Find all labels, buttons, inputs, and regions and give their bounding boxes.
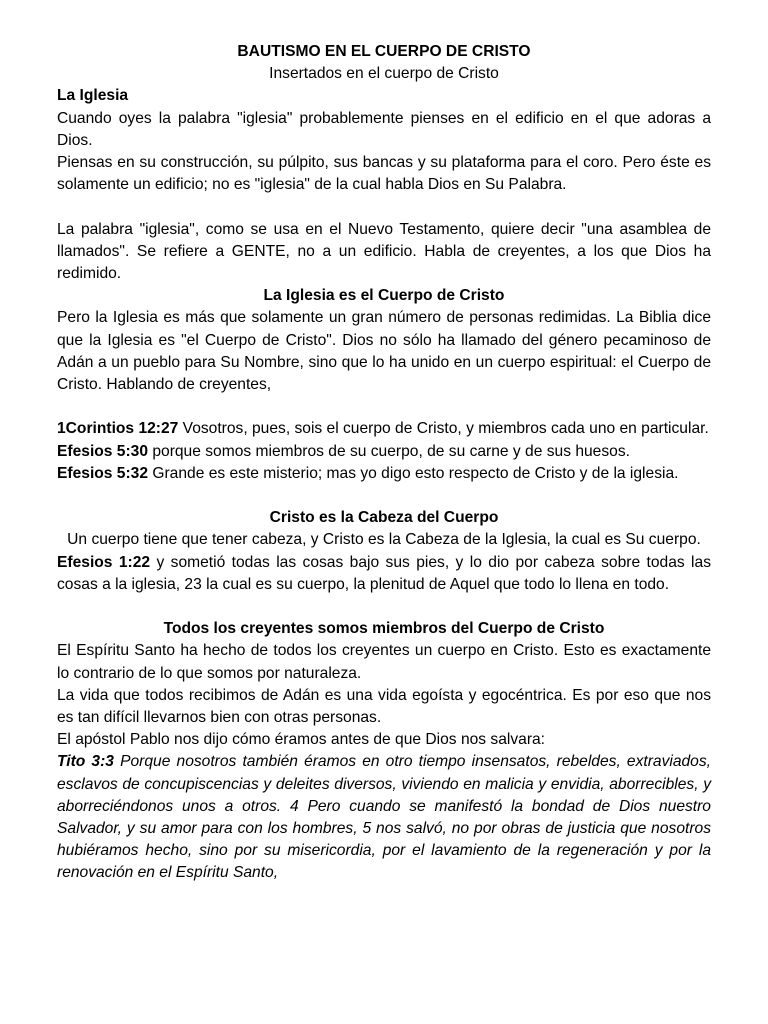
verse-text: Porque nosotros también éramos en otro tiempo insensatos, rebeldes, extraviados, esclavos de concupiscencias y deleites diversos, viviendo en malicia y envidia, aborrecibles, y aborreciéndonos unos a otros. 4 Pero cuando se manifestó la bondad de Dios nuestro Salvador, y su amor para con los hombres, 5 nos salvó, no por obras de justicia que nosotros hubiéramos hecho, sino por su misericordia, por el lavamiento de la regeneración y por la renovación en el Espíritu Santo, [57,753,711,882]
paragraph: Un cuerpo tiene que tener cabeza, y Cristo es la Cabeza de la Iglesia, la cual es Su cuerpo. [67,531,701,549]
paragraph: Pero la Iglesia es más que solamente un gran número de personas redimidas. La Biblia dice que la Iglesia es "el Cuerpo de Cristo". Dios no sólo ha llamado del género pecaminoso de Adán a un pueblo para Su Nombre, sino que lo ha unido en un cuerpo espiritual: el Cuerpo de Cristo. Hablando de creyentes, [57,309,711,394]
verse-text: Vosotros, pues, sois el cuerpo de Cristo, y miembros cada uno en particular. [178,420,709,438]
paragraph: La vida que todos recibimos de Adán es una vida egoísta y egocéntrica. Es por eso que nos es tan difícil llevarnos bien con otras personas. [57,686,711,727]
verse-reference: Tito 3:3 [57,753,114,771]
section-heading-cabeza: Cristo es la Cabeza del Cuerpo [269,509,499,527]
paragraph: Cuando oyes la palabra "iglesia" probablemente pienses en el edificio en el que adoras a Dios. [57,109,711,149]
paragraph: El apóstol Pablo nos dijo cómo éramos antes de que Dios nos salvara: [57,731,546,749]
verse-tito-3-3 [57,751,711,884]
verse-efesios-5-32 [57,463,711,485]
verse-text: y sometió todas las cosas bajo sus pies, y lo dio por cabeza sobre todas las cosas a la iglesia, 23 la cual es su cuerpo, la plenitud de Aquel que todo lo llena en todo. [57,553,711,593]
verse-1corintios [57,418,711,440]
section-heading-cuerpo-de-cristo: La Iglesia es el Cuerpo de Cristo [263,287,505,305]
verse-reference: Efesios 5:30 [57,442,149,460]
paragraph: El Espíritu Santo ha hecho de todos los creyentes un cuerpo en Cristo. Esto es exactamente lo contrario de lo que somos por naturaleza. [57,642,711,682]
spacer [57,485,711,507]
section-heading-la-iglesia: La Iglesia [57,87,129,105]
spacer [57,196,711,218]
document-title: BAUTISMO EN EL CUERPO DE CRISTO [237,43,531,60]
verse-efesios-1-22 [57,552,711,596]
document-page [57,41,711,885]
paragraph: La palabra "iglesia", como se usa en el Nuevo Testamento, quiere decir "una asamblea de llamados". Se refiere a GENTE, no a un edificio. Habla de creyentes, a los que Dios ha redimido. [57,220,711,283]
spacer [57,396,711,418]
verse-reference: Efesios 5:32 [57,464,149,482]
verse-reference: 1Corintios 12:27 [57,420,179,438]
verse-text: porque somos miembros de su cuerpo, de su carne y de sus huesos. [148,442,630,460]
verse-reference: Efesios 1:22 [57,553,151,571]
verse-efesios-5-30 [57,441,711,463]
section-heading-miembros: Todos los creyentes somos miembros del Cuerpo de Cristo [163,620,605,638]
document-subtitle: Insertados en el cuerpo de Cristo [269,65,499,83]
verse-text: Grande es este misterio; mas yo digo esto respecto de Cristo y de la iglesia. [148,464,679,482]
spacer [57,596,711,618]
paragraph: Piensas en su construcción, su púlpito, sus bancas y su plataforma para el coro. Pero éste es solamente un edificio; no es "iglesia" de la cual habla Dios en Su Palabra. [57,154,711,194]
